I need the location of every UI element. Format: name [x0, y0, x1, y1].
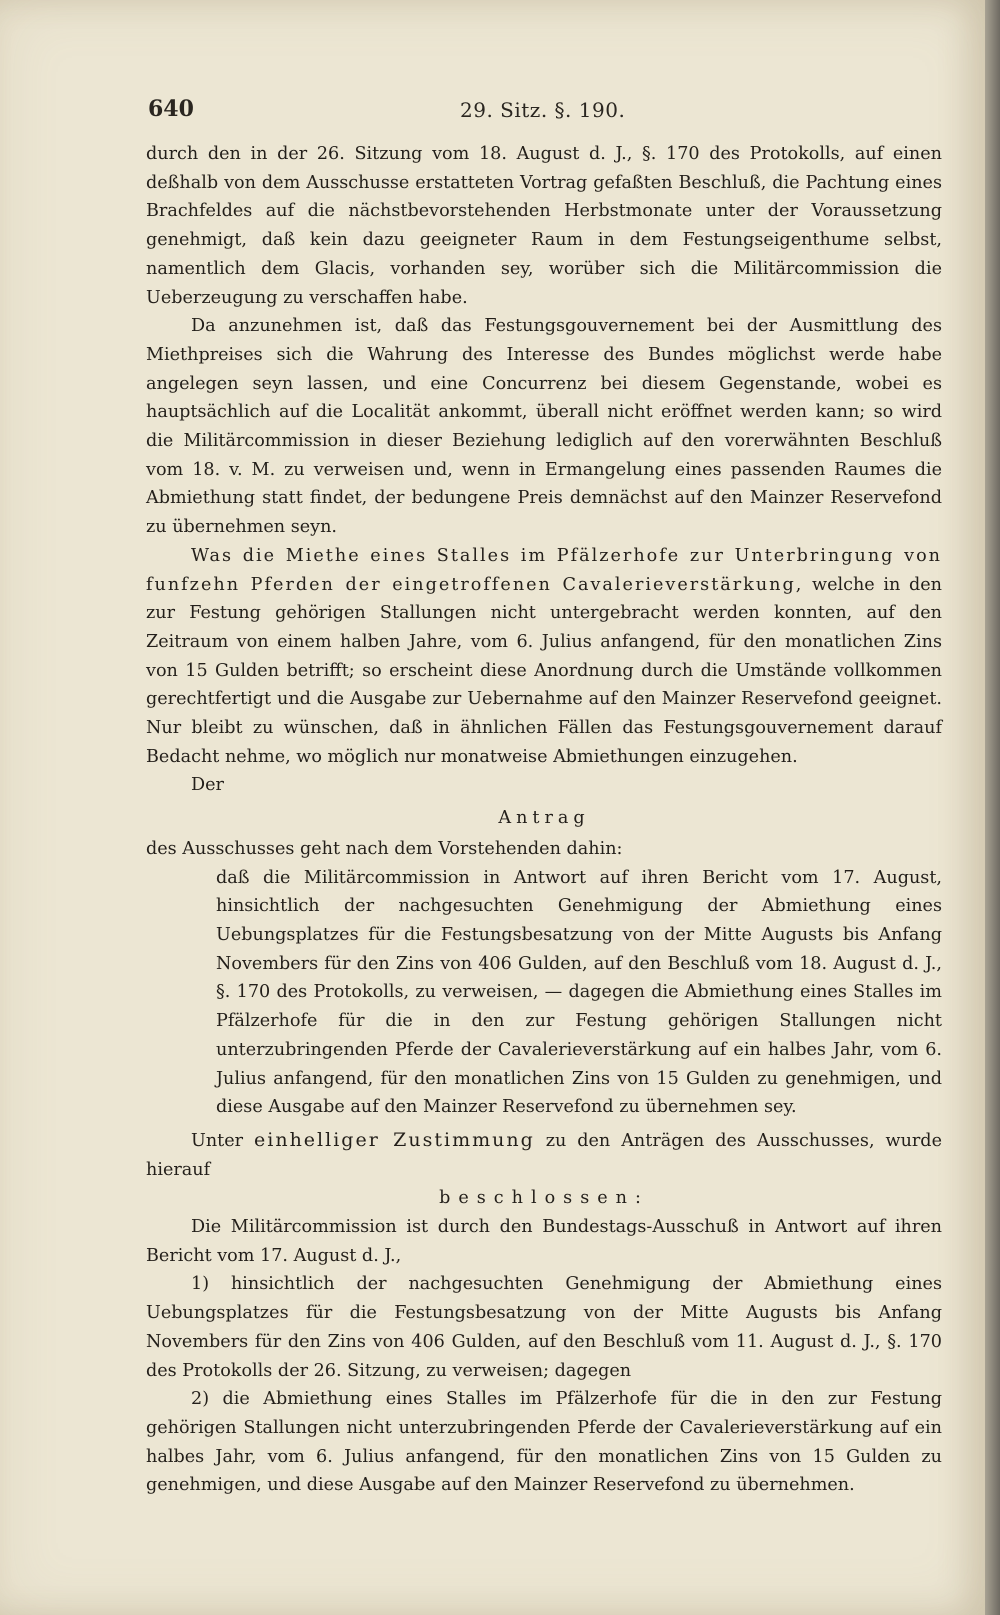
paragraph-continuation: durch den in der 26. Sitzung vom 18. August d. J., §. 170 des Protokolls, auf einen deßhalb von dem Ausschusse erstatteten Vortrag gefaßten Beschluß, die Pachtung eines Brachfeldes auf die nächstbevorstehenden Herbstmonate unter der Voraussetzung genehmigt, daß kein dazu geeigneter Raum in dem Festungseigenthume selbst, namentlich dem Glacis, vorhanden sey, worüber sich die Militärcommission die Ueberzeugung zu verschaffen habe. — [146, 144, 942, 308]
page-header — [140, 96, 880, 126]
page-number: 640 — [148, 96, 194, 122]
unter-suffix: zu den Anträgen des Ausschusses, wurde hierauf — [146, 1130, 942, 1180]
paragraph-stall-rest: welche in den zur Festung gehörigen Stallungen nicht untergebracht werden konnten, auf den Zeitraum von einem halben Jahre, vom 6. Julius anfangend, für den monatlichen Zins von 15 Gulden betrifft; so erscheint diese Anordnung durch die Umstände vollkommen gerechtfertigt und die Ausgabe zur Uebernahme auf den Mainzer Reservefond geeignet. Nur bleibt zu wünschen, daß in ähnlichen Fällen das Festungsgouvernement darauf Bedacht nehme, wo möglich nur monatweise Abmiethungen einzugehen. — [146, 574, 942, 767]
beschlossen-heading: beschlossen: — [439, 1188, 649, 1209]
einhellige-zustimmung: einhelliger Zustimmung — [254, 1128, 535, 1151]
antrag-intro: des Ausschusses geht nach dem Vorstehenden dahin: — [146, 838, 623, 859]
der-line: Der — [191, 775, 224, 796]
antrag-heading: Antrag — [498, 808, 590, 829]
decision-intro: Die Militärcommission ist durch den Bundestags-Ausschuß in Antwort auf ihren Bericht vom 17. August d. J., — [146, 1217, 942, 1266]
paragraph-stall-miethe — [146, 542, 942, 772]
unter-prefix: Unter — [191, 1130, 255, 1151]
decision-item-1: 1) hinsichtlich der nachgesuchten Genehmigung der Abmiethung eines Uebungsplatzes für die Festungsbesatzung von der Mitte Augusts bis Anfang Novembers für den Zins von 406 Gulden, auf den Beschluß vom 11. August d. J., §. 170 des Protokolls der 26. Sitzung, zu verweisen; dagegen — [146, 1274, 942, 1381]
spaced-emphasis: Was die Miethe eines Stalles im Pfälzerhofe zur Unterbringung von funfzehn Pferden der eingetroffenen Cavalerieverstärkung, — [146, 545, 942, 595]
unter-line — [146, 1126, 942, 1184]
antrag-body: daß die Militärcommission in Antwort auf ihren Bericht vom 17. August, hinsichtlich der nachgesuchten Genehmigung der Abmiethung eines Uebungsplatzes für die Festungsbesatzung von der Mitte Augusts bis Anfang Novembers für den Zins von 406 Gulden, auf den Beschluß vom 18. August d. J., §. 170 des Protokolls, zu verweisen, — dagegen die Abmiethung eines Stalles im Pfälzerhofe für die in den zur Festung gehörigen Stallungen nicht unterzubringenden Pferde der Cavalerieverstärkung auf ein halbes Jahr, vom 6. Julius anfangend, für den monatlichen Zins von 15 Gulden zu genehmigen, und diese Ausgabe auf den Mainzer Reservefond zu übernehmen sey. — [216, 867, 942, 1118]
page-body — [146, 140, 942, 1500]
decision-item-2: 2) die Abmiethung eines Stalles im Pfälzerhofe für die in den zur Festung gehörigen Stallungen nicht unterzubringenden Pferde der Cavalerieverstärkung auf ein halbes Jahr, vom 6. Julius anfangend, für den monatlichen Zins von 15 Gulden zu genehmigen, und diese Ausgabe auf den Mainzer Reservefond zu übernehmen. — [146, 1389, 942, 1496]
page-edge-shadow — [985, 0, 1000, 1615]
paragraph-miethpreis: Da anzunehmen ist, daß das Festungsgouvernement bei der Ausmittlung des Miethpreises sich die Wahrung des Interesse des Bundes möglichst werde habe angelegen seyn lassen, und eine Concurrenz bei diesem Gegenstande, wobei es hauptsächlich auf die Localität ankommt, überall nicht eröffnet werden kann; so wird die Militärcommission in dieser Beziehung lediglich auf den vorerwähnten Beschluß vom 18. v. M. zu verweisen und, wenn in Ermangelung eines passenden Raumes die Abmiethung statt findet, der bedungene Preis demnächst auf den Mainzer Reservefond zu übernehmen seyn. — [146, 316, 942, 538]
running-head: 29. Sitz. §. 190. — [460, 98, 626, 122]
